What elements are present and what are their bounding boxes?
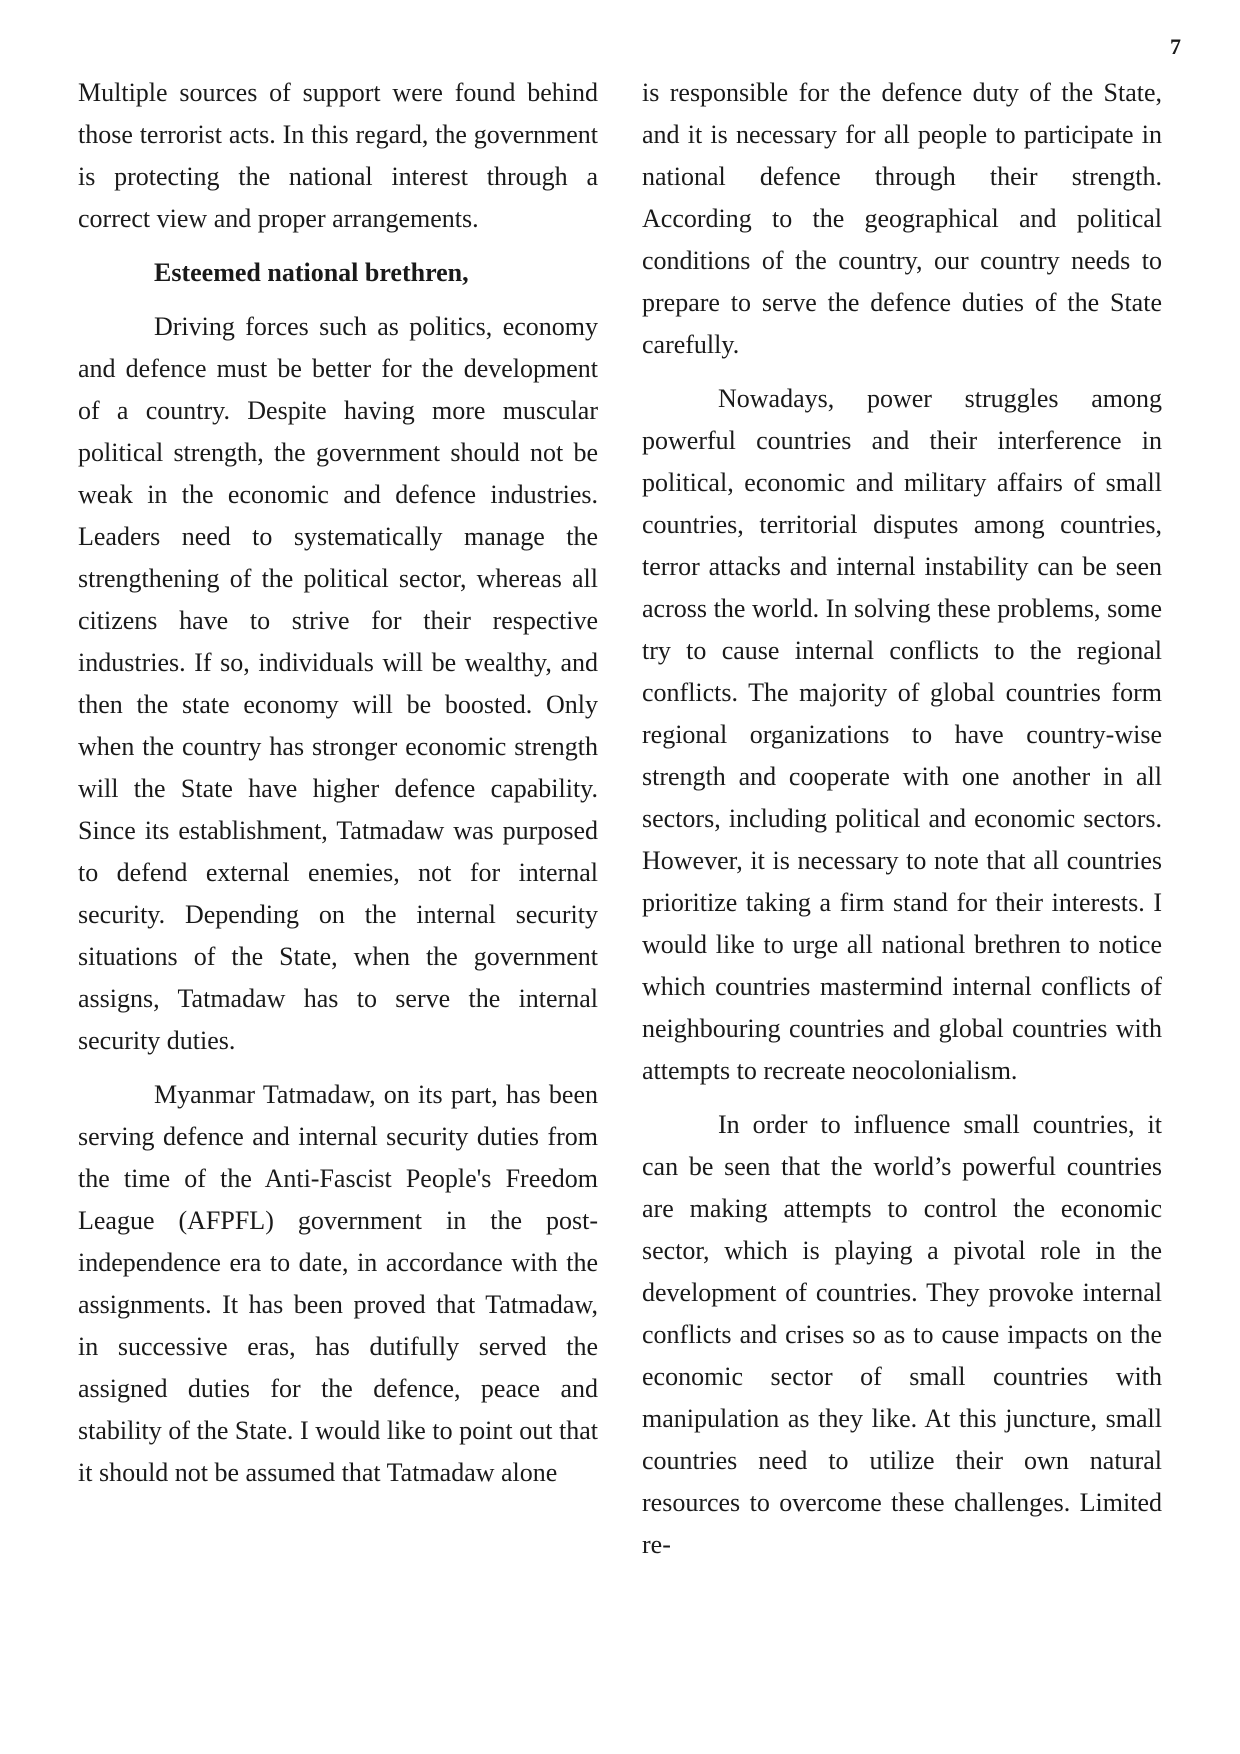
left-paragraph-1: Multiple sources of support were found behind those terrorist acts. In this regard, the government is protecting the national interest through a correct view and proper arrangements. [78,78,598,233]
left-paragraph-2: Driving forces such as politics, economy and defence must be better for the development of a country. Despite having more muscular political strength, the government should not be weak in the economic and defence industries. Leaders need to systematically manage the strengthening of the political sector, whereas all citizens have to strive for their respective industries. If so, individuals will be wealthy, and then the state economy will be boosted. Only when the country has stronger economic strength will the State have higher defence capability. Since its establishment, Tatmadaw was purposed to defend external enemies, not for internal security. Depending on the internal security situations of the State, when the government assigns, Tatmadaw has to serve the internal security duties. [78,312,598,1055]
right-paragraph-1: is responsible for the defence duty of the State, and it is necessary for all people to participate in national defence through their strength. According to the geographical and political conditions of the country, our country needs to prepare to serve the defence duties of the State carefully. [642,78,1162,359]
left-column [78,72,598,1494]
right-paragraph-2: Nowadays, power struggles among powerful countries and their interference in political, economic and military affairs of small countries, territorial disputes among countries, terror attacks and internal instability can be seen across the world. In solving these problems, some try to cause internal conflicts to the regional conflicts. The majority of global countries form regional organizations to have country-wise strength and cooperate with one another in all sectors, including political and economic sectors. However, it is necessary to note that all countries prioritize taking a firm stand for their interests. I would like to urge all national brethren to notice which countries mastermind internal conflicts of neighbouring countries and global countries with attempts to recreate neocolonialism. [642,384,1162,1085]
right-column [642,72,1162,1566]
left-paragraph-3: Myanmar Tatmadaw, on its part, has been serving defence and internal security duties from the time of the Anti-Fascist People's Freedom League (AFPFL) government in the post-independence era to date, in accordance with the assignments. It has been proved that Tatmadaw, in successive eras, has dutifully served the assigned duties for the defence, peace and stability of the State. I would like to point out that it should not be assumed that Tatmadaw alone [78,1080,598,1487]
page-number: 7 [1170,34,1181,59]
section-heading: Esteemed national brethren, [154,258,469,287]
right-paragraph-3: In order to influence small countries, it can be seen that the world’s powerful countries are making attempts to control the economic sector, which is playing a pivotal role in the development of countries. They provoke internal conflicts and crises so as to cause impacts on the economic sector of small countries with manipulation as they like. At this juncture, small countries need to utilize their own natural resources to overcome these challenges. Limited re- [642,1110,1162,1559]
